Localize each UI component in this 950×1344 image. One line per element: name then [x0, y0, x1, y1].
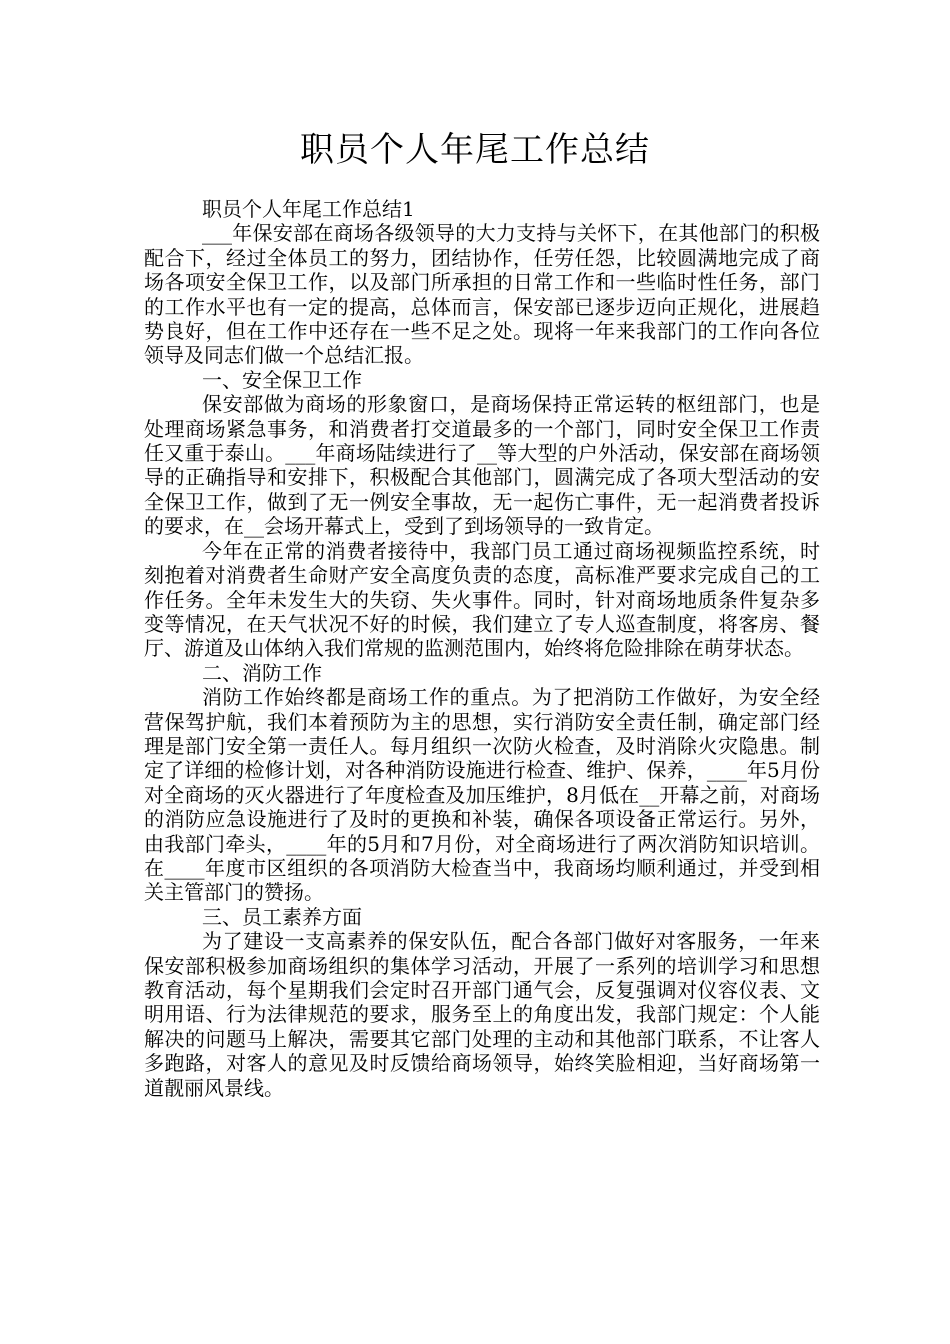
fire-paragraph: 消防工作始终都是商场工作的重点。为了把消防工作做好，为安全经营保驾护航，我们本着预防为主的思想，实行消防安全责任制，确定部门经理是部门安全第一责任人。每月组织一次防火检查，及时消除火灾隐患。制定了详细的检修计划，对各种消防设施进行检查、维护、保养，____年5月份对全商场的灭火器进行了年度检查及加压维护，8月低在__开幕之前，对商场的消防应急设施进行了及时的更换和补装，确保各项设备正常运行。另外，由我部门牵头，____年的5月和7月份，对全商场进行了两次消防知识培训。在____年度市区组织的各项消防大检查当中，我商场均顺利通过，并受到相关主管部门的赞扬。	[144, 685, 820, 905]
document-body	[144, 197, 820, 1100]
document-title: 职员个人年尾工作总结	[300, 130, 650, 170]
subtitle-paragraph: 职员个人年尾工作总结1	[202, 197, 415, 221]
security-paragraph-2: 今年在正常的消费者接待中，我部门员工通过商场视频监控系统，时刻抱着对消费者生命财产安全高度负责的态度，高标准严要求完成自己的工作任务。全年未发生大的失窃、失火事件。同时，针对商场地质条件复杂多变等情况，在天气状况不好的时候，我们建立了专人巡查制度，将客房、餐厅、游道及山体纳入我们常规的监测范围内，始终将危险排除在萌芽状态。	[144, 538, 820, 661]
staff-paragraph: 为了建设一支高素养的保安队伍，配合各部门做好对客服务，一年来保安部积极参加商场组织的集体学习活动，开展了一系列的培训学习和思想教育活动，每个星期我们会定时召开部门通气会，反复强调对仪容仪表、文明用语、行为法律规范的要求，服务至上的角度出发，我部门规定：个人能解决的问题马上解决，需要其它部门处理的主动和其他部门联系，不让客人多跑路，对客人的意见及时反馈给商场领导，始终笑脸相迎，当好商场第一道靓丽风景线。	[144, 929, 820, 1100]
section-heading-staff: 三、员工素养方面	[202, 904, 362, 929]
section-heading-fire: 二、消防工作	[202, 660, 322, 685]
section-heading-security: 一、安全保卫工作	[202, 367, 362, 392]
intro-paragraph: ___年保安部在商场各级领导的大力支持与关怀下，在其他部门的积极配合下，经过全体员工的努力，团结协作，任劳任怨，比较圆满地完成了商场各项安全保卫工作，以及部门所承担的日常工作和一些临时性任务，部门的工作水平也有一定的提高，总体而言，保安部已逐步迈向正规化，进展趋势良好，但在工作中还存在一些不足之处。现将一年来我部门的工作向各位领导及同志们做一个总结汇报。	[144, 221, 820, 368]
security-paragraph-1: 保安部做为商场的形象窗口，是商场保持正常运转的枢纽部门，也是处理商场紧急事务，和消费者打交道最多的一个部门，同时安全保卫工作责任又重于泰山。___年商场陆续进行了__等大型的户外活动，保安部在商场领导的正确指导和安排下，积极配合其他部门，圆满完成了各项大型活动的安全保卫工作，做到了无一例安全事故，无一起伤亡事件，无一起消费者投诉的要求，在__会场开幕式上，受到了到场领导的一致肯定。	[144, 392, 820, 539]
